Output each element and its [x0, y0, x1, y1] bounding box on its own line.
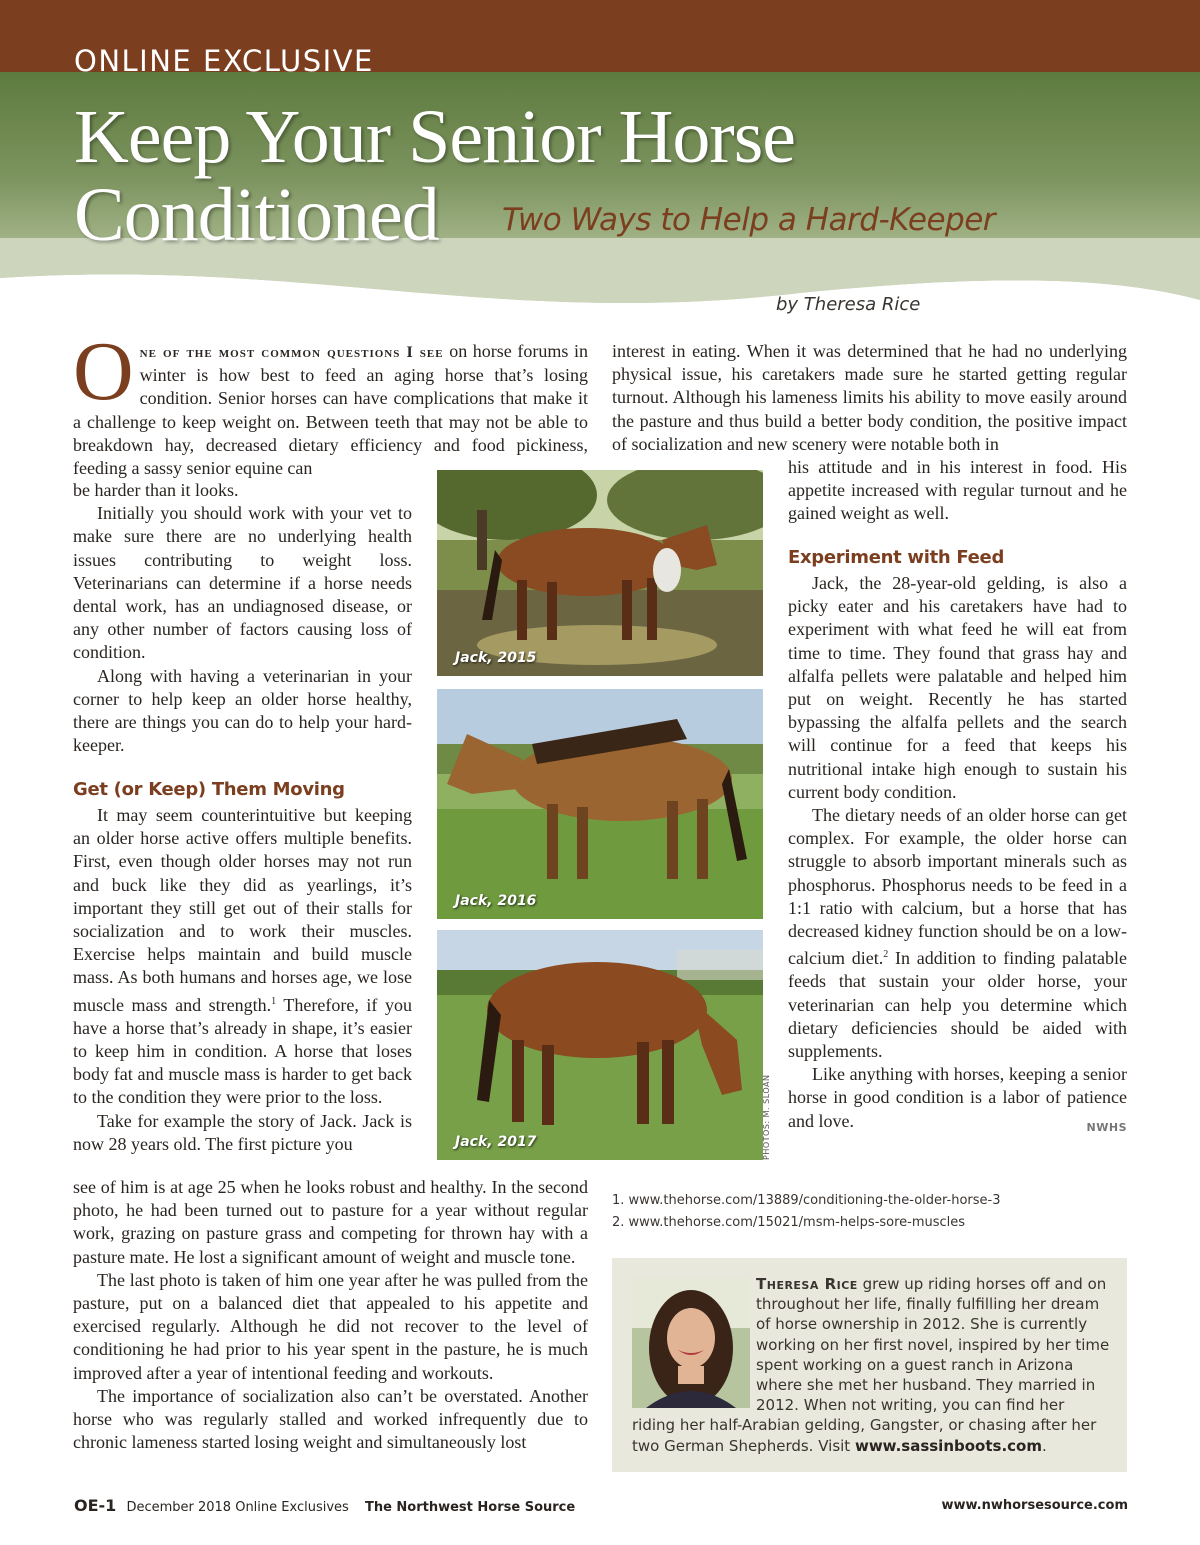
heading-experiment-with-feed: Experiment with Feed — [788, 547, 1005, 568]
article-column-1-bottom — [73, 1176, 588, 1454]
author-bio — [632, 1274, 1112, 1456]
footer-website-link[interactable]: www.nwhorsesource.com — [941, 1498, 1128, 1513]
moving-text: It may seem counterintuitive but keeping an older horse active offers multiple benefits. First, even though older horses may not run and buck like they did as yearlings, it’s important they still get out of their stalls for socialization and to work their muscles. Exercise helps maintain and build muscle mass. As both humans and horses age, we lose muscle mass and strength. — [73, 805, 412, 1015]
footnotes-list — [612, 1190, 1000, 1234]
bio-end-punct: . — [1041, 1436, 1047, 1455]
photo-jack-2016 — [437, 689, 763, 919]
article-column-2-feed — [788, 572, 1127, 1139]
last-photo-paragraph: The last photo is taken of him one year after he was pulled from the pasture, put on a balanced diet that appealed to his appetite and exercised regularly. Although he did not recover to the level of conditioning he had prior to his year spent in the pasture, he is much improved after a year of intentional feeding and workouts. — [73, 1269, 588, 1383]
article-column-1-moving — [73, 804, 412, 1156]
moving-text-tail: Therefore, if you have a horse that’s already in shape, it’s easier to keep him in condition. A horse that loses body fat and muscle mass is harder to get back to the condition they were prior to the loss. — [73, 994, 412, 1108]
issue-label: December 2018 Online Exclusives — [126, 1500, 349, 1515]
footnote-ref-2: 2 — [883, 949, 889, 961]
publication-name: The Northwest Horse Source — [364, 1500, 576, 1515]
vet-paragraph: Initially you should work with your vet to make sure there are no underlying health issues contributing to weight loss. Veterinarians can determine if a horse needs dental work, has an undiagnosed disease, or any other number of factors causing loss of condition. — [73, 503, 412, 663]
bio-float-spacer — [632, 1274, 756, 1410]
photo-jack-2015 — [437, 470, 763, 676]
drop-cap: O — [73, 325, 134, 418]
dietary-needs-paragraph — [788, 804, 1127, 1063]
jack-story-tail: see of him is at age 25 when he looks robust and healthy. In the second photo, he had been turned out to pasture for a year without regular work, grazing on pasture grass and competing for thrown hay with a pasture mate. He lost a significant amount of weight and muscle tone. — [73, 1177, 588, 1267]
moving-paragraph — [73, 804, 412, 1110]
article-column-2-narrow — [788, 456, 1127, 526]
section-tag: ONLINE EXCLUSIVE — [74, 44, 374, 78]
author-website-link[interactable]: www.sassinboots.com — [854, 1436, 1042, 1455]
footnote-2: 2. www.thehorse.com/15021/msm-helps-sore-muscles — [612, 1215, 966, 1230]
horse-photo-image — [437, 689, 763, 919]
article-intro-paragraph — [73, 325, 589, 480]
feed-paragraph: Jack, the 28-year-old gelding, is also a picky eater and his caretakers have had to experiment with what feed he will eat from time to time. They found that grass hay and alfalfa pellets were palatable and helped him put on weight. Recently he has started bypassing the alfalfa pellets and the search will continue for a feed that keeps his nutritional intake high enough to sustain his current body condition. — [788, 573, 1127, 802]
footnote-1: 1. www.thehorse.com/13889/conditioning-the-older-horse-3 — [612, 1193, 1001, 1208]
lead-in-text: ne of the most common questions I see — [139, 344, 444, 361]
photo-jack-2017 — [437, 930, 763, 1160]
author-bio-box — [612, 1258, 1127, 1472]
socialization-tail: his attitude and in his interest in food. His appetite increased with regular turnout and he gained weight as well. — [788, 457, 1127, 524]
socialization-continued: interest in eating. When it was determined that he had no underlying physical issue, his caretakers made sure he started getting regular turnout. Although his lameness limits his ability to move easily around the pasture and thus build a better body condition, the positive impact of socialization and new scenery were notable both in — [612, 341, 1127, 454]
photo-caption-2015: Jack, 2015 — [455, 650, 537, 666]
page-title: Keep Your Senior Horse Conditioned — [74, 95, 796, 257]
socialization-paragraph: The importance of socialization also can’t be overstated. Another horse who was regularly stalled and worked infrequently due to chronic lameness started losing weight and simultaneously lost — [73, 1385, 588, 1453]
page-subtitle: Two Ways to Help a Hard-Keeper — [502, 202, 996, 238]
veterinarian-corner-paragraph: Along with having a veterinarian in your corner to help keep an older horse healthy, there are things you can do to help your hard-keeper. — [73, 665, 412, 756]
author-name: Theresa Rice — [756, 1275, 858, 1293]
horse-photo-image — [437, 470, 763, 676]
page-footer — [74, 1496, 1128, 1515]
photo-caption-2016: Jack, 2016 — [455, 893, 537, 909]
article-column-2-top — [612, 340, 1127, 456]
heading-get-them-moving: Get (or Keep) Them Moving — [73, 779, 345, 800]
photo-credit: PHOTOS: M. SLOAN — [762, 1074, 771, 1160]
closing-text: Like anything with horses, keeping a senior horse in good condition is a labor of patience and love. — [788, 1064, 1127, 1131]
jack-story-head: Take for example the story of Jack. Jack is now 28 years old. The first picture you — [73, 1110, 412, 1154]
dietary-text: The dietary needs of an older horse can get complex. For example, the older horse can struggle to absorb important minerals such as phosphorus. Phosphorus needs to be feed in a 1:1 ratio with calcium, but a horse that has decreased kidney function should be on a low-calcium diet. — [788, 805, 1127, 969]
dietary-text-tail: In addition to finding palatable feeds that sustain your older horse, your veterinarian can help you determine which dietary deficiencies should be aided with supplements. — [788, 948, 1127, 1062]
article-column-1-top — [73, 325, 589, 480]
byline: by Theresa Rice — [776, 294, 921, 315]
intro-tail: be harder than it looks. — [73, 480, 239, 500]
photo-caption-2017: Jack, 2017 — [455, 1134, 537, 1150]
footnote-ref-1: 1 — [271, 995, 277, 1007]
horse-photo-image — [437, 930, 763, 1160]
intro-text: on horse forums in winter is how best to feed an aging horse that’s losing condition. Senior horses can have complications that make it a challenge to keep weight on. Between teeth that may not be able to breakdown hay, decreased dietary efficiency and food pickiness, feeding a sassy senior equine can — [73, 341, 589, 479]
sign-off: NWHS — [1086, 1120, 1127, 1134]
page-number: OE-1 — [74, 1496, 117, 1515]
article-column-1-narrow — [73, 479, 412, 757]
author-bio-text: grew up riding horses off and on throughout her life, finally fulfilling her dream of horse ownership in 2012. She is currently working on her first novel, inspired by her time spent working on a guest ranch in Arizona where she met her husband. They married in 2012. When not writing, you can find her riding her half-Arabian gelding, Gangster, or chasing after her two German Shepherds. Visit — [632, 1275, 1110, 1455]
closing-paragraph — [788, 1063, 1127, 1133]
